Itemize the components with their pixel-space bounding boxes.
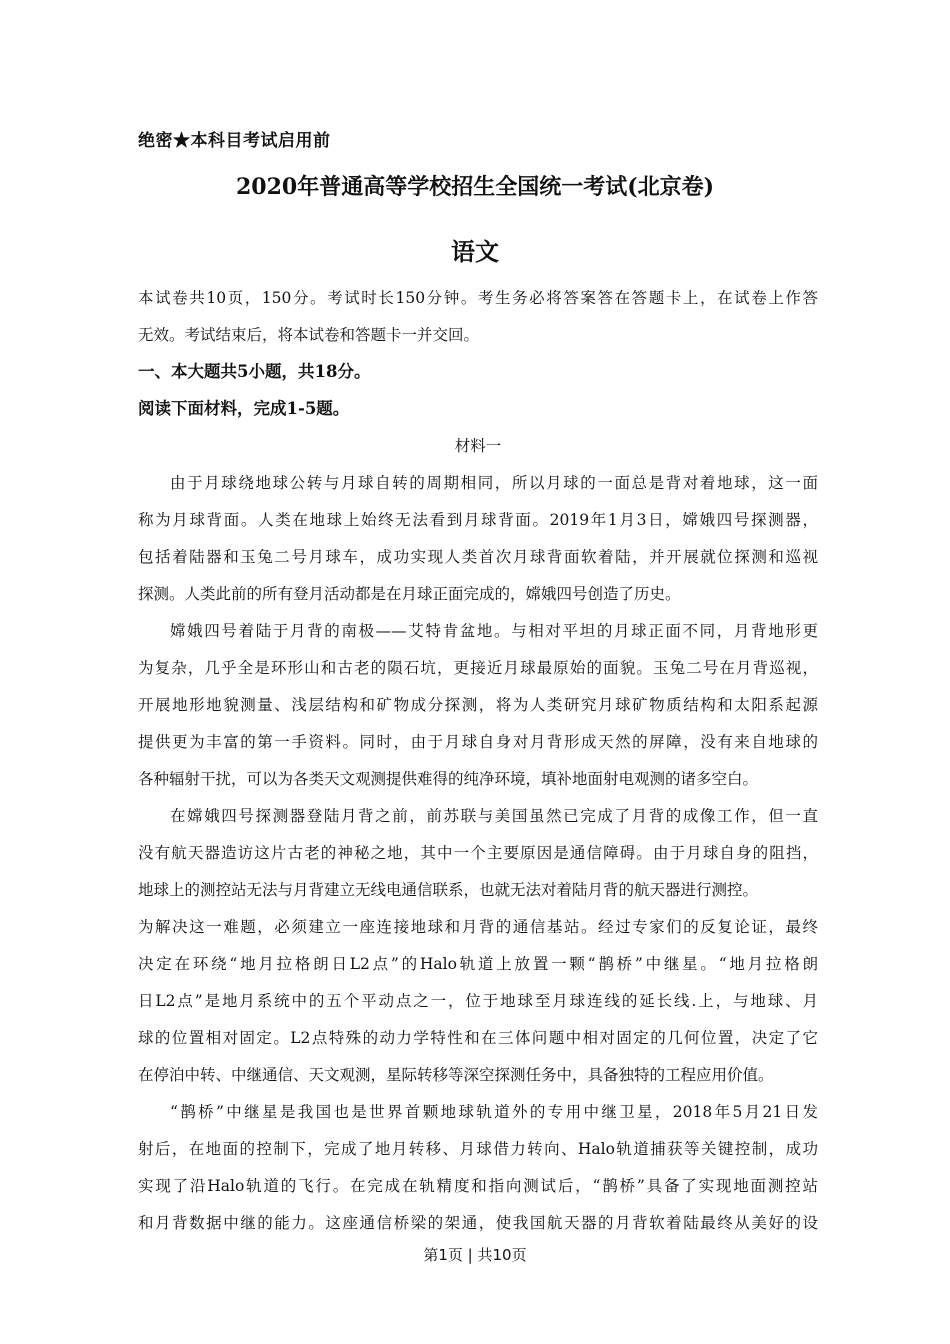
text-line: 提供更为丰富的第一手资料。同时，由于月球自身对月背形成天然的屏障，没有来自地球的 [138, 733, 818, 751]
text-line: “鹊桥”中继星是我国也是世界首颗地球轨道外的专用中继卫星，2018年5月21日发 [170, 1103, 818, 1121]
text-line: 和月背数据中继的能力。这座通信桥梁的架通，使我国航天器的月背软着陆最终从美好的设 [138, 1214, 818, 1232]
text-line: 球的位置相对固定。L2点特殊的动力学特性和在三体问题中相对固定的几何位置，决定了它 [138, 1029, 818, 1047]
subject-title: 语文 [451, 237, 499, 266]
confidential-notice: 绝密★本科目考试启用前 [138, 131, 331, 151]
page-footer: 第1页 | 共10页 [423, 1246, 527, 1264]
exam-body [138, 285, 818, 1247]
text-line: 称为月球背面。人类在地球上始终无法看到月球背面。2019年1月3日，嫦娥四号探测器， [138, 511, 818, 529]
text-line: 决定在环绕“地月拉格朗日L2点”的Halo轨道上放置一颗“鹊桥”中继星。“地月拉格朗 [138, 955, 818, 973]
text-line: 日L2点”是地月系统中的五个平动点之一，位于地球至月球连线的延长线.上，与地球、月 [138, 992, 818, 1010]
text-line: 为解决这一难题，必须建立一座连接地球和月背的通信基站。经过专家们的反复论证，最终 [138, 918, 818, 936]
section-heading: 阅读下面材料，完成1-5题。 [138, 399, 350, 418]
material-heading: 材料一 [454, 437, 502, 455]
text-line: 在嫦娥四号探测器登陆月背之前，前苏联与美国虽然已完成了月背的成像工作，但一直 [170, 807, 818, 825]
text-line: 在停泊中转、中继通信、天文观测，星际转移等深空探测任务中，具备独特的工程应用价值。 [138, 1066, 774, 1084]
text-line: 射后，在地面的控制下，完成了地月转移、月球借力转向、Halo轨道捕获等关键控制，成功 [138, 1140, 818, 1158]
text-line: 嫦娥四号着陆于月背的南极——艾特肯盆地。与相对平坦的月球正面不同，月背地形更 [170, 622, 818, 640]
text-line: 没有航天器造访这片古老的神秘之地，其中一个主要原因是通信障碍。由于月球自身的阻挡， [138, 844, 818, 862]
exam-title: 2020年普通高等学校招生全国统一考试(北京卷) [235, 174, 715, 200]
text-line: 无效。考试结束后，将本试卷和答题卡一并交回。 [138, 326, 480, 344]
text-line: 本试卷共10页，150分。考试时长150分钟。考生务必将答案答在答题卡上，在试卷上作答 [138, 289, 818, 307]
text-line: 开展地形地貌测量、浅层结构和矿物成分探测，将为人类研究月球矿物质结构和太阳系起源 [138, 696, 818, 714]
text-line: 地球上的测控站无法与月背建立无线电通信联系，也就无法对着陆月背的航天器进行测控。 [138, 881, 759, 899]
text-line: 实现了沿Halo轨道的飞行。在完成在轨精度和指向测试后，“鹊桥”具备了实现地面测控站 [138, 1177, 818, 1195]
text-line: 各种辐射干扰，可以为各类天文观测提供难得的纯净环境，填补地面射电观测的诸多空白。 [138, 770, 759, 788]
text-line: 探测。人类此前的所有登月活动都是在月球正面完成的，嫦娥四号创造了历史。 [138, 585, 681, 603]
text-line: 包括着陆器和玉兔二号月球车，成功实现人类首次月球背面软着陆，并开展就位探测和巡视 [138, 548, 818, 566]
text-line: 由于月球绕地球公转与月球自转的周期相同，所以月球的一面总是背对着地球，这一面 [170, 474, 818, 492]
text-line: 为复杂，几乎全是环形山和古老的陨石坑，更接近月球最原始的面貌。玉兔二号在月背巡视， [138, 659, 818, 677]
section-heading: 一、本大题共5小题，共18分。 [138, 362, 371, 381]
